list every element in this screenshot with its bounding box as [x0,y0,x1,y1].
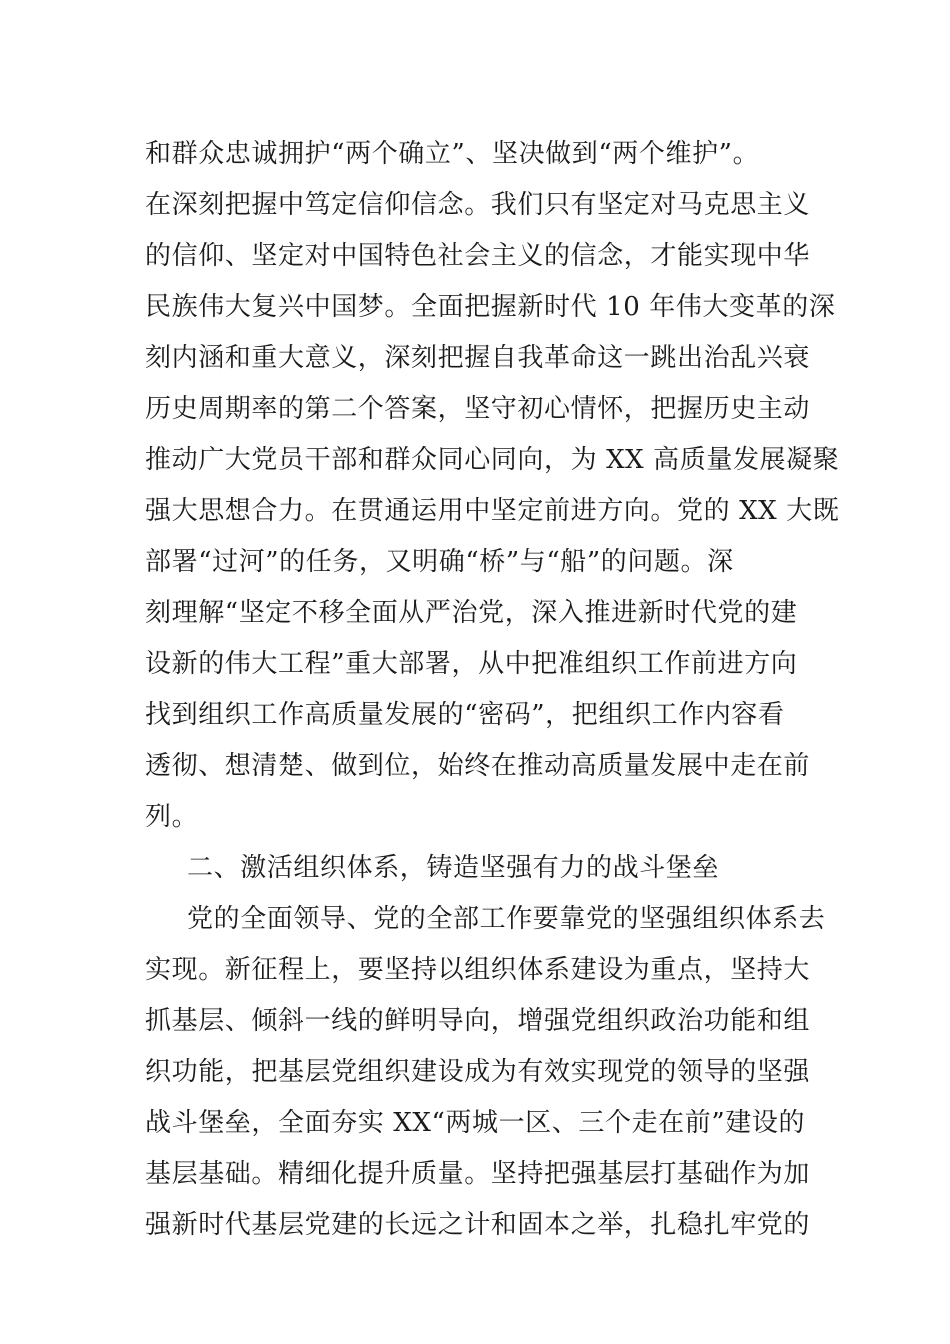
text-line: 基层基础。精细化提升质量。坚持把强基层打基础作为加 [145,1159,811,1189]
text-line: 推动广大党员干部和群众同心同向，为 XX 高质量发展凝聚 [145,445,840,475]
text-line: 刻理解“坚定不移全面从严治党，深入推进新时代党的建 [145,598,798,628]
text-line: 部署“过河”的任务，又明确“桥”与“船”的问题。深 [145,547,734,577]
text-line: 战斗堡垒，全面夯实 XX“两城一区、三个走在前”建设的 [145,1108,806,1138]
text-line: 在深刻把握中笃定信仰信念。我们只有坚定对马克思主义 [145,190,811,220]
text-line: 找到组织工作高质量发展的“密码”，把组织工作内容看 [145,700,785,730]
text-line: 民族伟大复兴中国梦。全面把握新时代 10 年伟大变革的深 [145,292,836,322]
text-line: 强大思想合力。在贯通运用中坚定前进方向。党的 XX 大既 [145,496,840,526]
text-line: 实现。新征程上，要坚持以组织体系建设为重点，坚持大 [145,955,811,985]
text-line: 历史周期率的第二个答案，坚守初心情怀，把握历史主动 [145,394,811,424]
text-line: 和群众忠诚拥护“两个确立”、坚决做到“两个维护”。 [145,139,760,169]
text-line: 透彻、想清楚、做到位，始终在推动高质量发展中走在前 [145,751,811,781]
text-line: 强新时代基层党建的长远之计和固本之举，扎稳扎牢党的 [145,1210,811,1240]
text-line: 抓基层、倾斜一线的鲜明导向，增强党组织政治功能和组 [145,1006,811,1036]
section-heading: 二、激活组织体系，铸造坚强有力的战斗堡垒 [187,853,720,883]
text-line: 党的全面领导、党的全部工作要靠党的坚强组织体系去 [187,904,826,934]
text-line: 列。 [145,802,199,832]
text-line: 设新的伟大工程”重大部署，从中把准组织工作前进方向 [145,649,798,679]
text-line: 织功能，把基层党组织建设成为有效实现党的领导的坚强 [145,1057,811,1087]
text-line: 刻内涵和重大意义，深刻把握自我革命这一跳出治乱兴衰 [145,343,811,373]
text-line: 的信仰、坚定对中国特色社会主义的信念，才能实现中华 [145,241,811,271]
